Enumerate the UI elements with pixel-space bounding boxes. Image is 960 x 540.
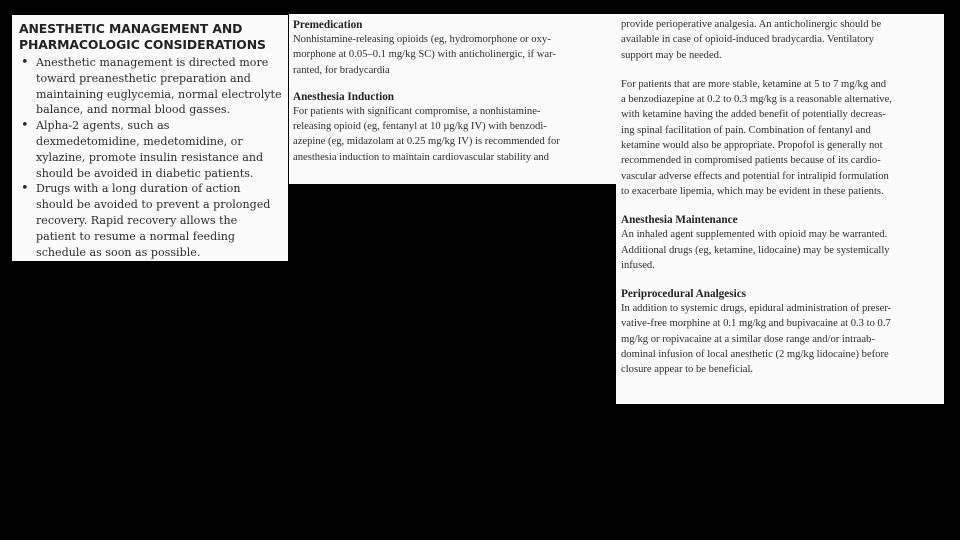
text-line: In addition to systemic drugs, epidural administration of preser- — [621, 303, 892, 315]
text-line: For patients that are more stable, ketamine at 5 to 7 mg/kg and — [621, 78, 887, 90]
text-line: ranted, for bradycardia — [293, 64, 390, 76]
text-line: closure appear to be beneficial. — [621, 364, 754, 376]
text-line: available in case of opioid-induced bradycardia. Ventilatory — [621, 34, 875, 46]
text-line: • Alpha-2 agents, such as — [36, 119, 170, 133]
text-line: support may be needed. — [621, 49, 722, 61]
maintenance-heading: Anesthesia Maintenance — [621, 214, 738, 227]
text-line: Nonhistamine-releasing opioids (eg, hydromorphone or oxy- — [293, 34, 551, 45]
text-line: xylazine, promote insulin resistance and — [36, 150, 264, 164]
induction-heading: Anesthesia Induction — [293, 90, 395, 103]
text-line: • Drugs with a long duration of action — [36, 182, 241, 196]
text-line: anesthesia induction to maintain cardiovascular stability and — [293, 151, 549, 163]
list-item — [19, 55, 282, 118]
text-line: Additional drugs (eg, ketamine, lidocaine) may be systemically — [621, 244, 890, 256]
considerations-heading — [19, 21, 282, 53]
text-line: balance, and normal blood gasses. — [36, 103, 231, 117]
text-line: should be avoided in diabetic patients. — [36, 166, 254, 180]
text-line: to exacerbate lipemia, which may be evident in these patients. — [621, 185, 884, 197]
maintenance-text — [621, 227, 938, 273]
analgesics-text — [621, 301, 938, 377]
analgesics-heading: Periprocedural Analgesics — [621, 288, 747, 301]
text-line: provide perioperative analgesia. An anticholinergic should be — [621, 19, 882, 30]
heading-line: ANESTHETIC MANAGEMENT AND — [19, 21, 243, 36]
text-line: recovery. Rapid recovery allows the — [36, 213, 238, 227]
text-line: morphone at 0.05–0.1 mg/kg SC) with anticholinergic, if war- — [293, 49, 556, 61]
text-line: • Anesthetic management is directed more — [36, 56, 269, 69]
induction-continued-text — [621, 17, 938, 63]
text-line: schedule as soon as possible. — [36, 245, 201, 259]
text-line: a benzodiazepine at 0.2 to 0.3 mg/kg is a reasonable alternative, — [621, 94, 892, 106]
text-line: releasing opioid (eg, fentanyl at 10 µg/kg IV) with benzodi- — [293, 121, 547, 133]
premedication-heading: Premedication — [293, 19, 363, 31]
text-line: should be avoided to prevent a prolonged — [36, 198, 271, 212]
text-line: toward preanesthetic preparation and — [36, 71, 251, 85]
maintenance-analgesics-panel — [616, 14, 944, 404]
text-line: ketamine would also be appropriate. Propofol is generally not — [621, 140, 883, 152]
text-line: dominal infusion of local anesthetic (2 mg/kg lidocaine) before — [621, 349, 889, 361]
considerations-list — [19, 55, 282, 260]
text-line: An inhaled agent supplemented with opioid may be warranted. — [621, 229, 888, 241]
text-line: patient to resume a normal feeding — [36, 229, 236, 243]
text-line: ing spinal facilitation of pain. Combination of fentanyl and — [621, 124, 871, 136]
text-line: mg/kg or ropivacaine at a similar dose range and/or intraab- — [621, 333, 875, 345]
text-line: with ketamine having the added benefit of potentially decreas- — [621, 109, 886, 121]
stable-patients-text — [621, 77, 938, 199]
premedication-induction-panel — [289, 14, 616, 184]
list-item — [19, 181, 282, 260]
text-line: vative-free morphine at 0.1 mg/kg and bupivacaine at 0.3 to 0.7 — [621, 318, 891, 330]
premedication-text — [293, 32, 610, 78]
text-line: infused. — [621, 259, 655, 271]
text-line: dexmedetomidine, medetomidine, or — [36, 134, 243, 148]
induction-text — [293, 104, 610, 165]
list-item — [19, 118, 282, 181]
text-line: For patients with significant compromise, a nonhistamine- — [293, 105, 541, 117]
text-line: maintaining euglycemia, normal electrolyte — [36, 87, 282, 101]
text-line: vascular adverse effects and potential for intralipid formulation — [621, 170, 889, 182]
text-line: recommended in compromised patients because of its cardio- — [621, 155, 881, 167]
heading-line: PHARMACOLOGIC CONSIDERATIONS — [19, 37, 266, 52]
text-line: azepine (eg, midazolam at 0.25 mg/kg IV) is recommended for — [293, 136, 560, 148]
considerations-panel — [12, 15, 288, 261]
